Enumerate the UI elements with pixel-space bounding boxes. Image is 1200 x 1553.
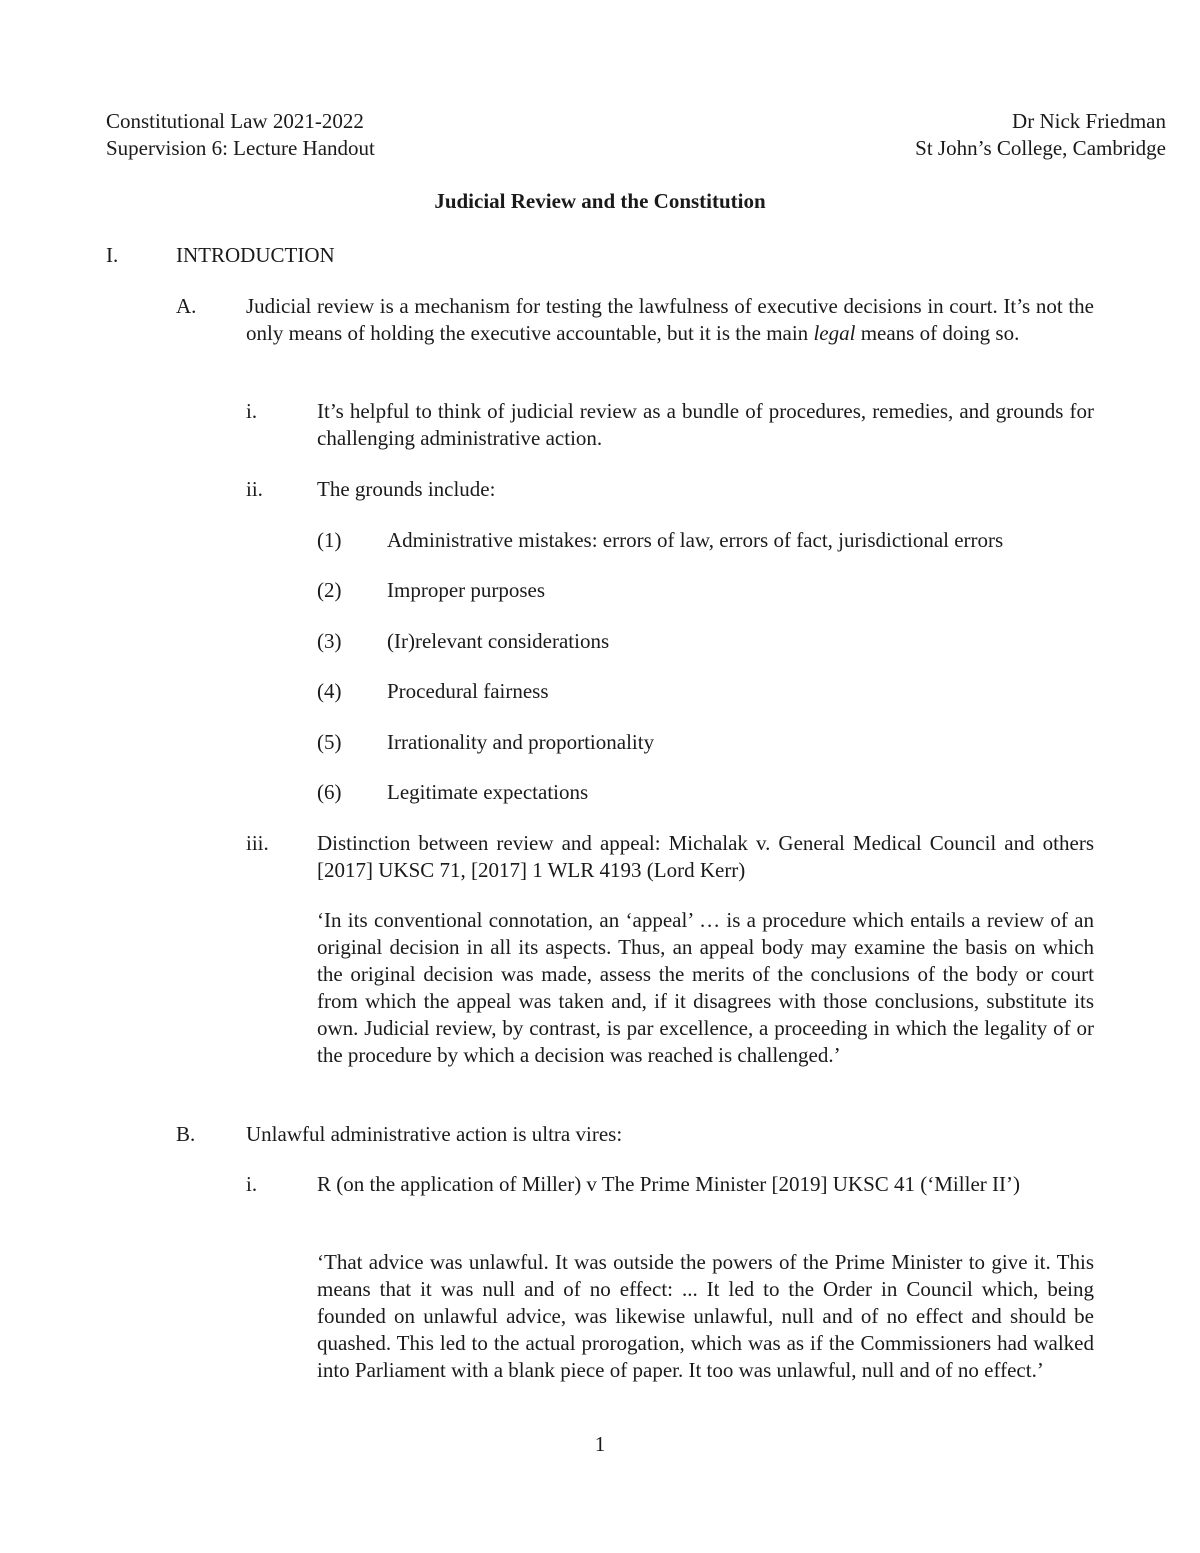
item-b-text: Unlawful administrative action is ultra vires: [246,1122,623,1146]
item-a-ii-marker: ii. [246,477,263,501]
item-b-i-text: R (on the application of Miller) v The Prime Minister [2019] UKSC 41 (‘Miller II’) [317,1172,1020,1196]
ground-3-marker: (3) [317,629,342,653]
item-a-text-part1: Judicial review is a mechanism for testing the lawfulness of executive decisions in court. It’s not the only means of holding the executive accountable, but it is the main [246,294,1094,345]
item-a-i-marker: i. [246,399,258,423]
author-name: Dr Nick Friedman [1012,109,1166,133]
michalak-quote: ‘In its conventional connotation, an ‘appeal’ … is a procedure which entails a review of an original decision in all its aspects. Thus, an appeal body may examine the basis on which the original decision was made, assess the merits of the conclusions of the body or court from which the appeal was taken and, if it disagrees with those conclusions, substitute its own. Judicial review, by contrast, is par excellence, a proceeding in which the legality of or the procedure by which a decision was reached is challenged.’ [317,908,1094,1067]
item-a-text-part2: means of doing so. [855,321,1020,345]
ground-6-marker: (6) [317,780,342,804]
item-b-i-marker: i. [246,1172,258,1196]
item-a-marker: A. [176,294,197,318]
ground-1-text: Administrative mistakes: errors of law, errors of fact, jurisdictional errors [387,528,1004,552]
course-title: Constitutional Law 2021-2022 [106,109,364,133]
ground-3-text: (Ir)relevant considerations [387,629,610,653]
ground-1-marker: (1) [317,528,342,552]
ground-2-marker: (2) [317,578,342,602]
item-a-text [246,293,1094,347]
document-title: Judicial Review and the Constitution [434,189,766,213]
ground-5-text: Irrationality and proportionality [387,730,655,754]
item-a-iii-marker: iii. [246,831,269,855]
ground-4-text: Procedural fairness [387,679,549,703]
header-right [915,108,1166,162]
ground-4-marker: (4) [317,679,342,703]
miller-quote: ‘That advice was unlawful. It was outside the powers of the Prime Minister to give it. This means that it was null and of no effect: ... It led to the Order in Council which, being founded on unlawful advice, was likewise unlawful, null and of no effect and should be quashed. This led to the actual prorogation, which was as if the Commissioners had walked into Parliament with a blank piece of paper. It too was unlawful, null and of no effect.’ [317,1250,1094,1382]
item-b-marker: B. [176,1122,196,1146]
handout-title: Supervision 6: Lecture Handout [106,136,375,160]
item-a-i-text: It’s helpful to think of judicial review as a bundle of procedures, remedies, and grounds for challenging administrative action. [317,399,1094,450]
item-a-ii-text: The grounds include: [317,477,496,501]
item-a-emphasis: legal [813,321,856,345]
author-affiliation: St John’s College, Cambridge [915,136,1166,160]
ground-2-text: Improper purposes [387,578,546,602]
ground-6-text: Legitimate expectations [387,780,589,804]
item-a-iii-text: Distinction between review and appeal: Michalak v. General Medical Council and others [2017] UKSC 71, [2017] 1 WLR 4193 (Lord Kerr) [317,831,1094,882]
section-heading: INTRODUCTION [176,243,335,267]
section-marker: I. [106,243,119,267]
ground-5-marker: (5) [317,730,342,754]
header-left [106,108,375,162]
page-number: 1 [594,1432,606,1456]
